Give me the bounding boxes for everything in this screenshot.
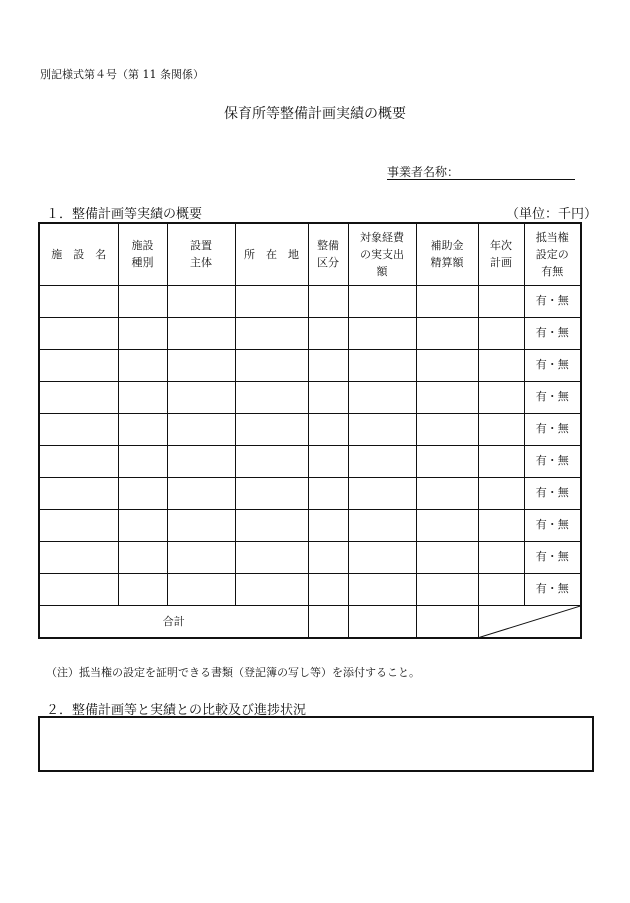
facility-name-cell[interactable] [39,541,118,573]
facility-type-cell[interactable] [118,541,167,573]
subsidy-amount-cell[interactable] [416,381,478,413]
facility-type-cell[interactable] [118,445,167,477]
unit-label: （単位：千円） [506,207,598,222]
actual-expense-cell[interactable] [348,317,416,349]
subsidy-amount-cell[interactable] [416,573,478,605]
facility-name-cell[interactable] [39,285,118,317]
subsidy-amount-cell[interactable] [416,413,478,445]
annual-plan-cell[interactable] [478,509,524,541]
facility-name-cell[interactable] [39,349,118,381]
location-cell[interactable] [235,317,308,349]
actual-expense-cell[interactable] [348,349,416,381]
annual-plan-cell[interactable] [478,349,524,381]
operator-entity-cell[interactable] [167,317,235,349]
table-row [39,317,581,349]
actual-expense-cell[interactable] [348,477,416,509]
col-header-facility-type: 施設 種別 [118,223,167,285]
header-row [39,223,581,285]
facility-type-cell[interactable] [118,381,167,413]
facility-name-cell[interactable] [39,317,118,349]
subsidy-amount-cell[interactable] [416,317,478,349]
operator-name-label: 事業者名称： [387,165,460,179]
table-row [39,381,581,413]
operator-entity-cell[interactable] [167,381,235,413]
operator-entity-cell[interactable] [167,349,235,381]
subsidy-amount-cell[interactable] [416,285,478,317]
col-header-facility-name: 施 設 名 [39,223,118,285]
total-subsidy-cell[interactable] [416,605,478,638]
facility-name-cell[interactable] [39,445,118,477]
location-cell[interactable] [235,285,308,317]
total-row [39,605,581,638]
category-cell[interactable] [308,509,348,541]
location-cell[interactable] [235,573,308,605]
col-header-operator-entity: 設置 主体 [167,223,235,285]
col-header-location: 所 在 地 [235,223,308,285]
facility-type-cell[interactable] [118,509,167,541]
table-row [39,413,581,445]
attachment-note: （注）抵当権の設定を証明できる書類（登記簿の写し等）を添付すること。 [46,666,420,679]
facility-type-cell[interactable] [118,413,167,445]
actual-expense-cell[interactable] [348,573,416,605]
category-cell[interactable] [308,541,348,573]
category-cell[interactable] [308,573,348,605]
col-header-subsidy-amount: 補助金 精算額 [416,223,478,285]
category-cell[interactable] [308,381,348,413]
table-row [39,477,581,509]
location-cell[interactable] [235,413,308,445]
facility-type-cell[interactable] [118,317,167,349]
category-cell[interactable] [308,285,348,317]
table-row [39,509,581,541]
operator-entity-cell[interactable] [167,509,235,541]
annual-plan-cell[interactable] [478,317,524,349]
mortgage-cell[interactable]: 有・無 [524,317,581,349]
table-row [39,541,581,573]
col-header-actual-expense: 対象経費 の実支出 額 [348,223,416,285]
col-header-category: 整備 区分 [308,223,348,285]
operator-name-field[interactable] [387,179,575,180]
facility-type-cell[interactable] [118,349,167,381]
facility-name-cell[interactable] [39,573,118,605]
annual-plan-cell[interactable] [478,445,524,477]
annual-plan-cell[interactable] [478,381,524,413]
location-cell[interactable] [235,477,308,509]
total-blank-diagonal [478,605,581,638]
category-cell[interactable] [308,477,348,509]
operator-entity-cell[interactable] [167,477,235,509]
col-header-mortgage: 抵当権 設定の 有無 [524,223,581,285]
mortgage-cell[interactable]: 有・無 [524,573,581,605]
actual-expense-cell[interactable] [348,413,416,445]
diagonal-line [479,606,581,638]
mortgage-cell[interactable]: 有・無 [524,477,581,509]
section1-title: １．整備計画等実績の概要 [46,207,203,222]
location-cell[interactable] [235,541,308,573]
operator-entity-cell[interactable] [167,573,235,605]
actual-expense-cell[interactable] [348,381,416,413]
section2-title: ２．整備計画等と実績との比較及び進捗状況 [46,703,307,718]
total-expense-cell[interactable] [348,605,416,638]
operator-entity-cell[interactable] [167,413,235,445]
col-header-annual-plan: 年次 計画 [478,223,524,285]
location-cell[interactable] [235,381,308,413]
facility-type-cell[interactable] [118,573,167,605]
actual-expense-cell[interactable] [348,445,416,477]
location-cell[interactable] [235,349,308,381]
subsidy-amount-cell[interactable] [416,445,478,477]
facility-name-cell[interactable] [39,413,118,445]
table-row [39,349,581,381]
mortgage-cell[interactable]: 有・無 [524,509,581,541]
facility-name-cell[interactable] [39,509,118,541]
actual-expense-cell[interactable] [348,285,416,317]
table-row [39,573,581,605]
facility-name-cell[interactable] [39,477,118,509]
operator-entity-cell[interactable] [167,541,235,573]
facility-name-cell[interactable] [39,381,118,413]
facility-type-cell[interactable] [118,477,167,509]
mortgage-cell[interactable]: 有・無 [524,349,581,381]
actual-expense-cell[interactable] [348,509,416,541]
mortgage-cell[interactable]: 有・無 [524,541,581,573]
annual-plan-cell[interactable] [478,541,524,573]
operator-entity-cell[interactable] [167,285,235,317]
progress-status-box[interactable] [38,716,594,772]
annual-plan-cell[interactable] [478,477,524,509]
total-label: 合計 [39,605,308,638]
subsidy-amount-cell[interactable] [416,509,478,541]
mortgage-cell[interactable]: 有・無 [524,445,581,477]
category-cell[interactable] [308,317,348,349]
mortgage-cell[interactable]: 有・無 [524,285,581,317]
location-cell[interactable] [235,445,308,477]
subsidy-amount-cell[interactable] [416,349,478,381]
mortgage-cell[interactable]: 有・無 [524,381,581,413]
total-category-cell[interactable] [308,605,348,638]
subsidy-amount-cell[interactable] [416,477,478,509]
operator-entity-cell[interactable] [167,445,235,477]
table-row [39,445,581,477]
mortgage-cell[interactable]: 有・無 [524,413,581,445]
annual-plan-cell[interactable] [478,413,524,445]
form-number: 別記様式第４号（第 11 条関係） [40,68,204,81]
category-cell[interactable] [308,349,348,381]
annual-plan-cell[interactable] [478,573,524,605]
document-title: 保育所等整備計画実績の概要 [224,106,406,122]
summary-table [38,222,582,639]
category-cell[interactable] [308,445,348,477]
subsidy-amount-cell[interactable] [416,541,478,573]
table-row [39,285,581,317]
location-cell[interactable] [235,509,308,541]
facility-type-cell[interactable] [118,285,167,317]
category-cell[interactable] [308,413,348,445]
actual-expense-cell[interactable] [348,541,416,573]
annual-plan-cell[interactable] [478,285,524,317]
